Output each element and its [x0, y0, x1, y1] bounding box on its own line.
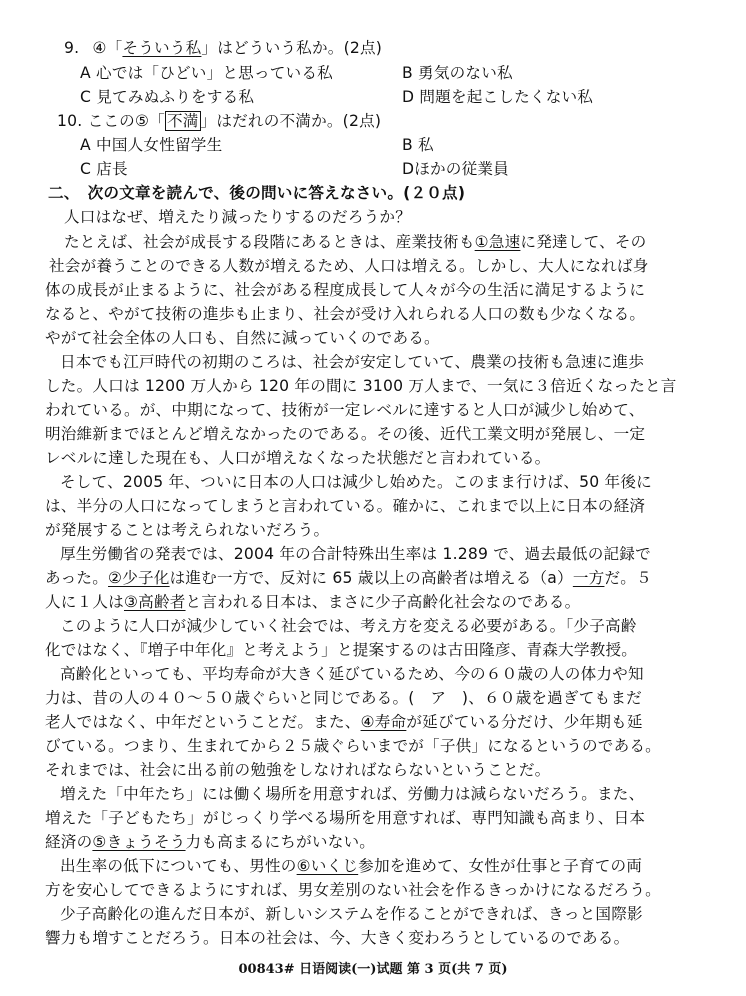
prompt-prefix: ここの⑤「 [87, 112, 165, 130]
passage-line: 人に１人は③高齢者と言われる日本は、まさに少子高齢化社会なのである。 [45, 593, 581, 611]
option-d: D 問題を起こしたくない私 [402, 88, 594, 106]
marked-word: ②少子化 [108, 569, 170, 587]
passage-line: 日本でも江戸時代の初期のころは、社会が安定していて、農業の技術も急速に進歩 [60, 353, 645, 371]
passage-line: 出生率の低下についても、男性の⑥いくじ参加を進めて、女性が仕事と子育ての両 [60, 857, 643, 875]
passage-line: 人口はなぜ、増えたり減ったりするのだろうか？ [64, 208, 411, 226]
passage-line: が発展することは考えられないだろう。 [45, 521, 330, 539]
prompt-suffix: 」はだれの不満か。(2点) [200, 112, 382, 130]
passage-line: は、半分の人口になってしまうと言われている。確かに、これまで以上に日本の経済 [45, 497, 646, 515]
passage-line: 方を安心してできるようにすれば、男女差別のない社会を作るきっかけになるだろう。 [45, 881, 661, 899]
question-number: 10. [57, 112, 83, 130]
option-a: A 中国人女性留学生 [80, 136, 223, 154]
question-9-prompt [64, 37, 382, 59]
passage-line: 少子高齢化の進んだ日本が、新しいシステムを作ることができれば、きっと国際影 [60, 905, 643, 923]
passage-line: 明治維新までほとんど増えなかったのである。その後、近代工業文明が発展し、一定 [45, 425, 646, 443]
option-b: B 勇気のない私 [402, 64, 513, 82]
prompt-prefix: ④「 [92, 39, 123, 57]
passage-line: そして、2005 年、ついに日本の人口は減少し始めた。このまま行けば、50 年後に [60, 473, 652, 491]
passage-line: なると、やがて技術の進歩も止まり、社会が受け入れられる人口の数も少なくなる。 [45, 305, 646, 323]
option-c: C 見てみぬふりをする私 [80, 88, 255, 106]
passage-line: 響力も増すことだろう。日本の社会は、今、大きく変わろうとしているのである。 [45, 929, 630, 947]
page-footer: 00843# 日语阅读(一)试题 第 3 页(共 7 页) [238, 962, 508, 977]
marked-word: ③高齢者 [123, 593, 186, 611]
underlined-target: そういう私 [122, 39, 202, 57]
marked-word: ①急速 [474, 233, 521, 251]
question-10-prompt [57, 110, 381, 132]
passage-line: びている。つまり、生まれてから２５歳ぐらいまでが「子供」になるというのである。 [45, 737, 661, 755]
marked-word: ④寿命 [360, 713, 407, 731]
prompt-suffix: 」はどういう私か。(2点) [201, 39, 383, 57]
passage-line: 化ではなく、『増子中年化』と考えよう」と提案するのは古田隆彦、青森大学教授。 [45, 641, 638, 659]
passage-line: あった。②少子化は進む一方で、反対に 65 歳以上の高齢者は増える（a）一方だ。５ [45, 569, 652, 587]
passage-line: このように人口が減少していく社会では、考え方を変える必要がある。「少子高齢 [60, 617, 637, 635]
passage-line: 老人ではなく、中年だということだ。また、④寿命が延びている分だけ、少年期も延 [45, 713, 643, 731]
marked-word: 一方 [572, 569, 605, 587]
option-a: A 心では「ひどい」と思っている私 [80, 64, 333, 82]
passage-line: した。人口は 1200 万人から 120 年の間に 3100 万人まで、一気に３倍近くなったと言 [45, 377, 677, 395]
question-number: 9. [64, 39, 80, 57]
passage-line: やがて社会全体の人口も、自然に減っていくのである。 [45, 329, 440, 347]
passage-line: 力は、昔の人の４０～５０歳ぐらいと同じである。( ア )、６０歳を過ぎてもまだ [45, 689, 642, 707]
marked-word: ⑤きょうそう [92, 833, 186, 851]
boxed-target: 不満 [166, 112, 199, 130]
passage-line: 厚生労働省の発表では、2004 年の合計特殊出生率は 1.289 で、過去最低の記録で [60, 545, 651, 563]
passage-line: それまでは、社会に出る前の勉強をしなければならないということだ。 [45, 761, 551, 779]
passage-line: 高齢化といっても、平均寿命が大きく延びているため、今の６０歳の人の体力や知 [60, 665, 644, 683]
passage-line: 経済の⑤きょうそう力も高まるにちがいない。 [45, 833, 376, 851]
passage-line: 社会が養うことのできる人数が増えるため、人口は増える。しかし、大人になれば身 [49, 257, 649, 275]
marked-word: ⑥いくじ [296, 857, 359, 875]
option-b: B 私 [402, 136, 434, 154]
passage-line: 増えた「中年たち」には働く場所を用意すれば、労働力は減らないだろう。また、 [60, 785, 645, 803]
passage-line: 増えた「子どもたち」がじっくり学べる場所を用意すれば、専門知識も高まり、日本 [45, 809, 646, 827]
section-heading: 二、 次の文章を読んで、後の問いに答えなさい。(２０点) [48, 184, 466, 202]
option-c: C 店長 [80, 160, 128, 178]
passage-line: レベルに達した現在も、人口が増えなくなった状態だと言われている。 [45, 449, 551, 467]
passage-line: 体の成長が止まるように、社会がある程度成長して人々が今の生活に満足するように [45, 281, 646, 299]
option-d: Dほかの従業員 [402, 160, 509, 178]
passage-line: たとえば、社会が成長する段階にあるときは、産業技術も①急速に発達して、その [64, 233, 647, 251]
passage-line: われている。が、中期になって、技術が一定レベルに達すると人口が減少し始めて、 [45, 401, 645, 419]
